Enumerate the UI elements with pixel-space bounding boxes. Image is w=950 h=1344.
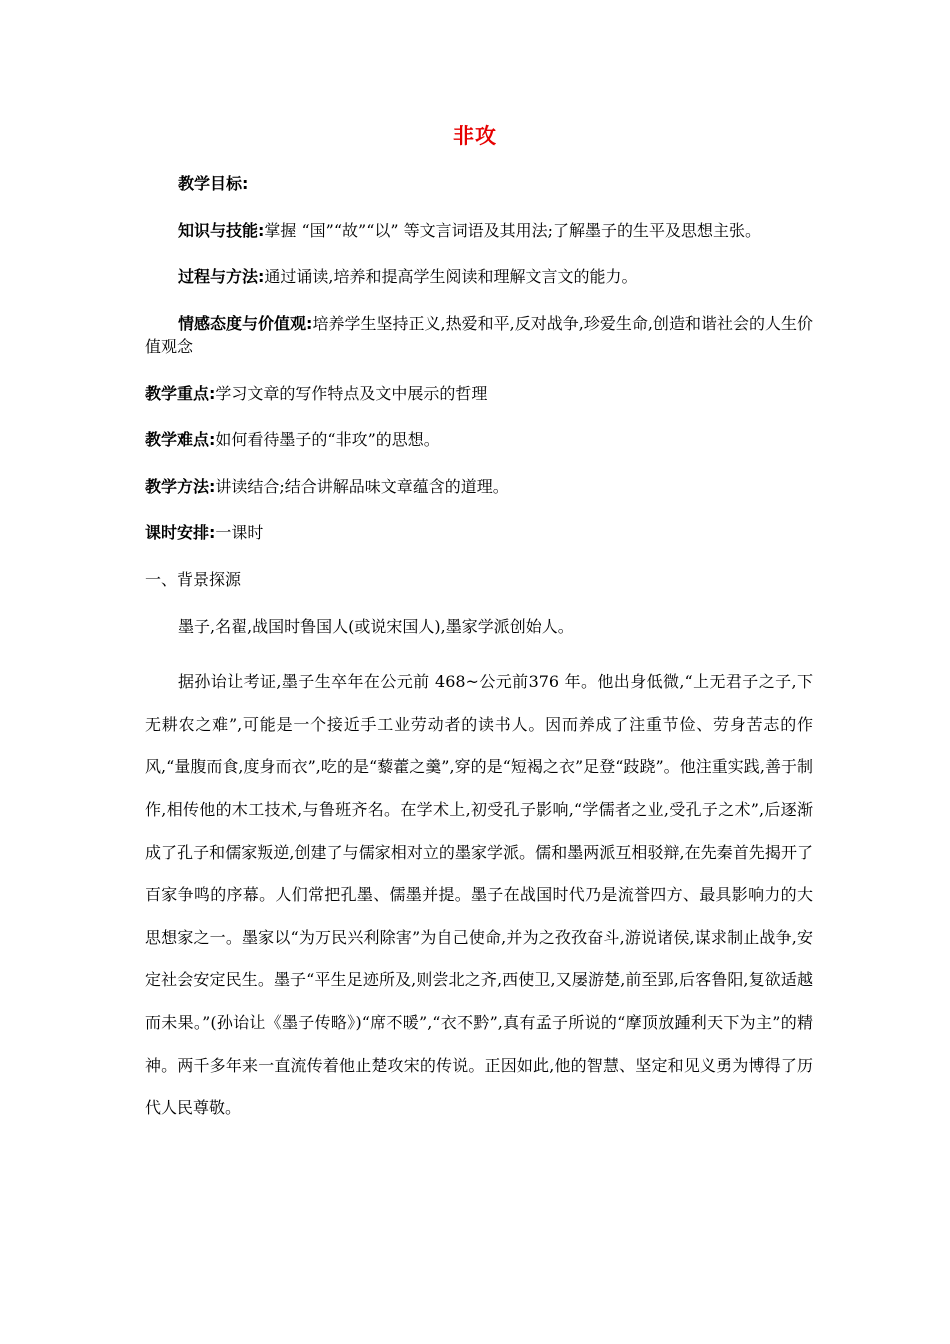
process-label: 过程与方法:	[178, 267, 265, 287]
difficulty-label: 教学难点:	[145, 430, 216, 450]
document-title: 非攻	[453, 124, 497, 148]
knowledge-label: 知识与技能:	[178, 220, 265, 240]
section-heading: 一、背景探源	[145, 570, 242, 590]
objectives-heading: 教学目标:	[178, 174, 249, 193]
emotion-text: 培养学生坚持正义,热爱和平,反对战争,珍爱生命,创造和谐社会的人生价值观念	[145, 313, 813, 357]
difficulty-text: 如何看待墨子的“非攻”的思想。	[215, 430, 440, 450]
key-point-paragraph	[145, 382, 813, 405]
biography-paragraph: 据孙诒让考证,墨子生卒年在公元前 468~公元前376 年。他出身低微,“上无君子之子,下无耕农之难”,可能是一个接近手工业劳动者的读书人。因而养成了注重节俭、劳身苦志的作风,“量腹而食,度身而衣”,吃的是“藜藿之羹”,穿的是“短褐之衣”足登“跂跷”。他注重实践,善于制作,相传他的木工技术,与鲁班齐名。在学术上,初受孔子影响,“学儒者之业,受孔子之术”,后逐渐成了孔子和儒家叛逆,创建了与儒家相对立的墨家学派。儒和墨两派互相驳辩,在先秦首先揭开了百家争鸣的序幕。人们常把孔墨、儒墨并提。墨子在战国时代乃是流誉四方、最具影响力的大思想家之一。墨家以“为万民兴利除害”为自己使命,并为之孜孜奋斗,游说诸侯,谋求制止战争,安定社会安定民生。墨子“平生足迹所及,则尝北之齐,西使卫,又屡游楚,前至郢,后客鲁阳,复欲适越而未果。”(孙诒让《墨子传略》)“席不暖”,“衣不黔”,真有孟子所说的“摩顶放踵利天下为主”的精神。两千多年来一直流传着他止楚攻宋的传说。正因如此,他的智慧、坚定和见义勇为博得了历代人民尊敬。	[145, 672, 813, 1118]
method-label: 教学方法:	[145, 476, 216, 496]
process-text: 通过诵读,培养和提高学生阅读和理解文言文的能力。	[264, 267, 638, 287]
difficulty-paragraph	[145, 428, 813, 451]
schedule-label: 课时安排:	[145, 523, 216, 543]
method-paragraph	[145, 475, 813, 498]
knowledge-paragraph	[145, 219, 813, 242]
schedule-paragraph	[145, 521, 813, 544]
document-body	[145, 172, 813, 1130]
process-paragraph	[145, 265, 813, 288]
intro-paragraph: 墨子,名翟,战国时鲁国人(或说宋国人),墨家学派创始人。	[178, 616, 574, 636]
schedule-text: 一课时	[215, 523, 264, 543]
emotion-label: 情感态度与价值观:	[178, 313, 313, 333]
key-point-text: 学习文章的写作特点及文中展示的哲理	[215, 383, 488, 403]
emotion-paragraph	[145, 312, 813, 359]
key-point-label: 教学重点:	[145, 383, 216, 403]
method-text: 讲读结合;结合讲解品味文章蕴含的道理。	[215, 476, 509, 496]
knowledge-text: 掌握 “国”“故”“以” 等文言词语及其用法;了解墨子的生平及思想主张。	[264, 220, 762, 240]
